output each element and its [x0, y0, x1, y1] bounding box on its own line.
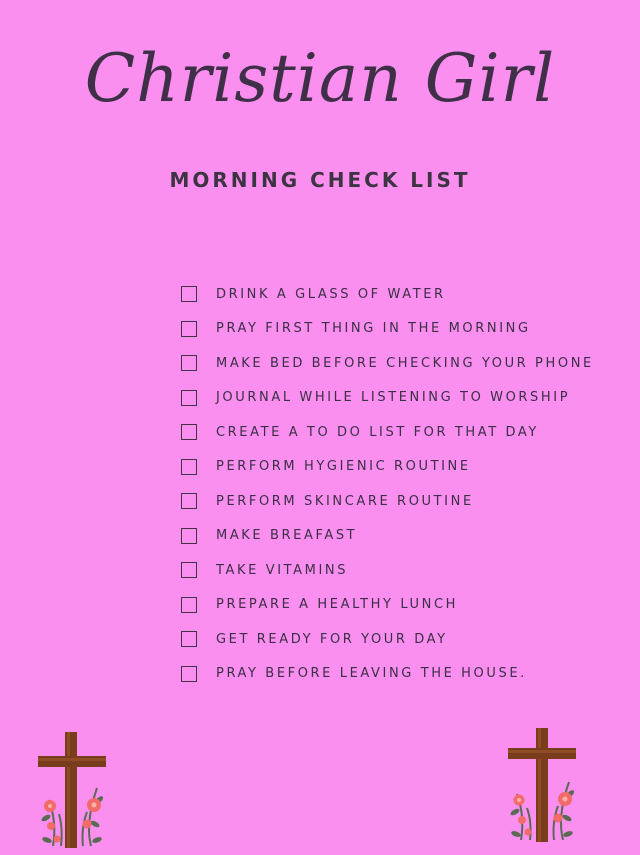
checklist-item-label: PERFORM HYGIENIC ROUTINE	[216, 459, 471, 475]
checklist-item-label: PERFORM SKINCARE ROUTINE	[216, 493, 474, 509]
checklist-item[interactable]	[181, 588, 594, 623]
checklist-item-label: TAKE VITAMINS	[216, 562, 349, 578]
checklist-item-label: PRAY FIRST THING IN THE MORNING	[216, 321, 531, 337]
checkbox[interactable]	[181, 459, 197, 475]
checklist-item-label: DRINK A GLASS OF WATER	[216, 286, 446, 302]
checklist-item[interactable]	[181, 519, 594, 554]
checkbox[interactable]	[181, 666, 197, 682]
checkbox[interactable]	[181, 528, 197, 544]
checklist-item[interactable]	[181, 415, 594, 450]
checklist-item-label: GET READY FOR YOUR DAY	[216, 631, 448, 647]
checklist-item[interactable]	[181, 346, 594, 381]
checkbox[interactable]	[181, 286, 197, 302]
checklist-item[interactable]	[181, 381, 594, 416]
checklist-item[interactable]	[181, 450, 594, 485]
checkbox[interactable]	[181, 424, 197, 440]
checklist-item[interactable]	[181, 312, 594, 347]
checklist-item[interactable]	[181, 484, 594, 519]
page-title: Christian Girl	[84, 40, 556, 117]
checkbox[interactable]	[181, 597, 197, 613]
checklist-item-label: PREPARE A HEALTHY LUNCH	[216, 597, 459, 613]
checklist-item-label: JOURNAL WHILE LISTENING TO WORSHIP	[216, 390, 571, 406]
morning-checklist	[181, 277, 594, 691]
checkbox[interactable]	[181, 321, 197, 337]
checkbox[interactable]	[181, 631, 197, 647]
checklist-item-label: CREATE A TO DO LIST FOR THAT DAY	[216, 424, 539, 440]
checkbox[interactable]	[181, 355, 197, 371]
checklist-item[interactable]	[181, 553, 594, 588]
checklist-item[interactable]	[181, 657, 594, 692]
checklist-item-label: MAKE BED BEFORE CHECKING YOUR PHONE	[216, 355, 594, 371]
checklist-item[interactable]	[181, 622, 594, 657]
checklist-item[interactable]	[181, 277, 594, 312]
cross-with-flowers-icon	[503, 724, 581, 844]
page-subtitle: MORNING CHECK LIST	[169, 168, 471, 192]
checklist-item-label: PRAY BEFORE LEAVING THE HOUSE.	[216, 666, 527, 682]
checkbox[interactable]	[181, 390, 197, 406]
checkbox[interactable]	[181, 562, 197, 578]
cross-with-flowers-icon	[33, 728, 111, 850]
checkbox[interactable]	[181, 493, 197, 509]
checklist-item-label: MAKE BREAFAST	[216, 528, 358, 544]
